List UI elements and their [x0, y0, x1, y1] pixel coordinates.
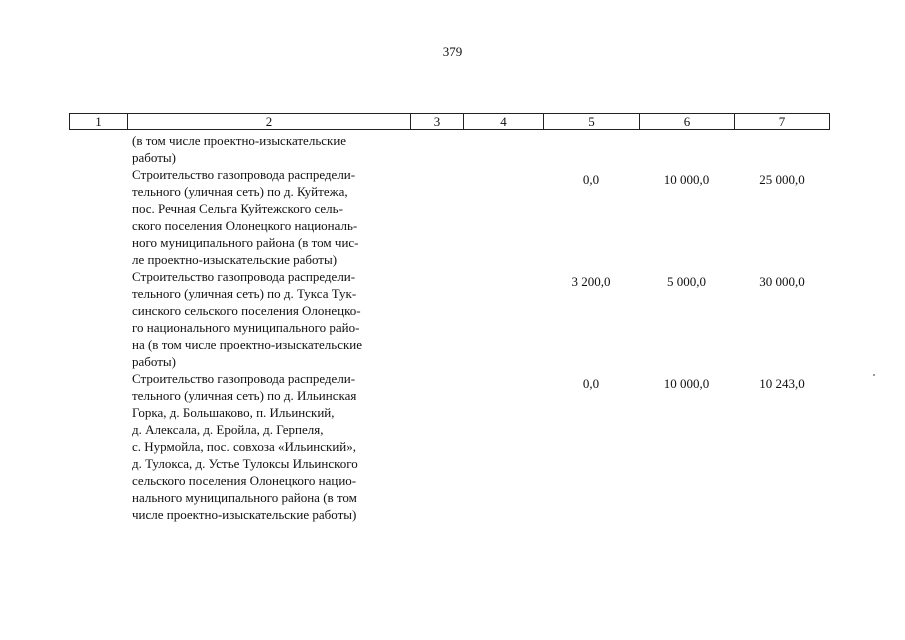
column-header-7: 7: [778, 114, 786, 129]
column-header-4: 4: [464, 114, 544, 129]
row-value-col6: 5 000,0: [667, 274, 706, 289]
scan-speck: [873, 374, 875, 376]
row-description: Строительство газопровода распредели- тельного (уличная сеть) по д. Тукса Тук- синского сельского поселения Олонецко- го национального муниципального райо- на (в том числе проектно-изыскательские работы): [132, 269, 363, 369]
row-value-col5: 0,0: [582, 376, 600, 391]
column-header-1: 1: [70, 114, 128, 129]
column-header-6: 6: [640, 114, 735, 129]
column-header-5: 5: [544, 114, 640, 129]
page-number: 379: [442, 44, 463, 59]
row-description: Строительство газопровода распредели- тельного (уличная сеть) по д. Куйтежа, пос. Речная Сельга Куйтежского сель- ского поселения Олонецкого националь- ного муниципального района (в том чис- ле проектно-изыскательские работы): [132, 167, 359, 267]
row-value-col5: 0,0: [582, 172, 600, 187]
row-value-col7: 25 000,0: [759, 172, 805, 187]
row-value-col7: 30 000,0: [759, 274, 805, 289]
row-description: Строительство газопровода распредели- тельного (уличная сеть) по д. Ильинская Горка, д. Большаково, п. Ильинский, д. Алексала, д. Еройла, д. Герпеля, с. Нурмойла, пос. совхоза «Ильинский», д. Тулокса, д. Устье Тулоксы Ильинского сельского поселения Олонецкого нацио- нального муниципального района (в том числе проектно-изыскательские работы): [132, 371, 358, 522]
row-value-col6: 10 000,0: [663, 172, 710, 187]
row-description: (в том числе проектно-изыскательские работы): [132, 133, 347, 165]
column-header-2: 2: [128, 114, 411, 129]
column-header-3: 3: [411, 114, 464, 129]
row-value-col6: 10 000,0: [663, 376, 710, 391]
row-value-col5: 3 200,0: [571, 274, 611, 289]
row-value-col7: 10 243,0: [759, 376, 805, 391]
table-header-row: [69, 113, 830, 130]
